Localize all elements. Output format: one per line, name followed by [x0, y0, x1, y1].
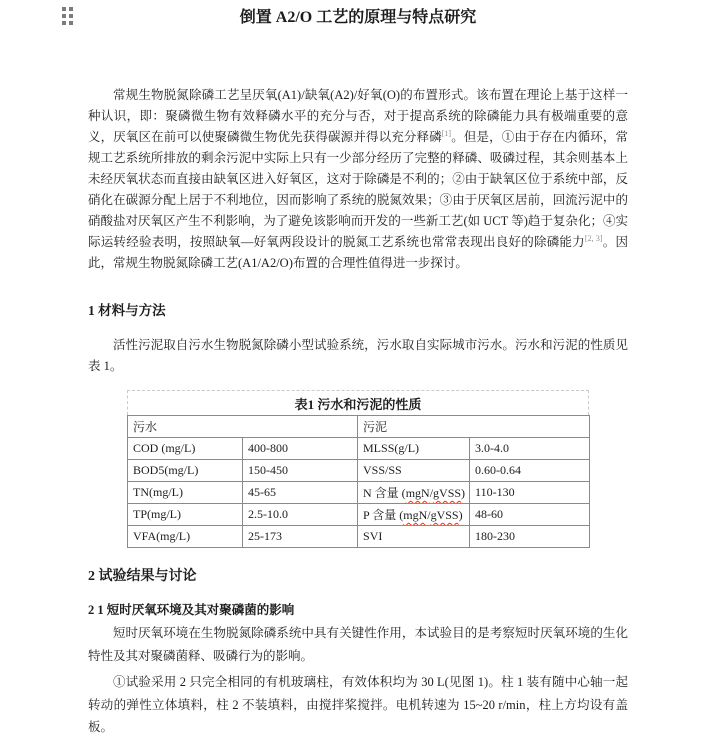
sludge-value-cell: 110-130: [470, 482, 590, 504]
cell-text: MLSS(g/L): [363, 441, 420, 455]
table-group-header-row: [128, 416, 590, 438]
sludge-value-cell: 48-60: [470, 504, 590, 526]
section-2-1-heading: 2 1 短时厌氧环境及其对聚磷菌的影响: [88, 603, 295, 617]
table-1: [127, 390, 589, 548]
cell-text: /: [427, 508, 431, 522]
section-2-1-paragraph-1: 短时厌氧环境在生物脱氮除磷系统中具有关键性作用，本试验目的是考察短时厌氧环境的生化特性及其对聚磷菌释、吸磷行为的影响。: [88, 626, 628, 663]
cell-text: VSS/SS: [363, 463, 402, 477]
cell-text: N 含量 (: [363, 486, 406, 500]
section-1-paragraph: 活性污泥取自污水生物脱氮除磷小型试验系统，污水取自实际城市污水。污水和污泥的性质见表 1。: [88, 338, 628, 373]
misspelled-term: gVSS: [430, 508, 459, 522]
cell-text: ): [461, 486, 466, 500]
water-param-cell: VFA(mg/L): [128, 526, 243, 548]
sludge-param-cell: [358, 504, 470, 526]
water-param-cell: COD (mg/L): [128, 438, 243, 460]
table-1-caption: 表1 污水和污泥的性质: [127, 390, 589, 415]
sludge-value-cell: 3.0-4.0: [470, 438, 590, 460]
table-row: [128, 460, 590, 482]
sludge-param-cell: [358, 438, 470, 460]
sludge-param-cell: [358, 482, 470, 504]
sludge-value-cell: 0.60-0.64: [470, 460, 590, 482]
intro-text-1: 常规生物脱氮除磷工艺呈厌氧(A1)/缺氧(A2)/好氧(O)的布置形式。该布置在理论上基于这样一种认识，即：聚磷微生物有效释磷水平的充分与否，对于提高系统的除磷能力具有极端重要的意义，厌氧区在前可以使聚磷微生物优先获得碳源并得以充分释磷: [88, 88, 628, 144]
group-header-water: 污水: [128, 416, 358, 438]
misspelled-term: gVSS: [433, 486, 462, 500]
table-1-body: [128, 438, 590, 548]
intro-text-3: 。因此，常规生物脱氮除磷工艺(A1/A2/O)布置的合理性值得进一步探讨。: [88, 235, 628, 270]
citation-ref-1: [1]: [441, 128, 452, 138]
water-param-cell: TN(mg/L): [128, 482, 243, 504]
intro-text-2: 。但是，①由于存在内循环，常规工艺系统所排放的剩余污泥中实际上只有一少部分经历了完整的释磷、吸磷过程，其余则基本上未经厌氧状态而直接由缺氧区进入好氧区，这对于除磷是不利的；②由于缺氧区位于系统中部，反硝化在碳源分配上居于不利地位，因而影响了系统的脱氮效果；③由于厌氧区居前，回流污泥中的硝酸盐对厌氧区产生不利影响，为了避免该影响而开发的一些新工艺(如 UCT 等)趋于复杂化；④实际运转经验表明，按照缺氧—好氧两段设计的脱氮工艺系统也常常表现出良好的除磷能力: [88, 130, 628, 249]
water-value-cell: 2.5-10.0: [243, 504, 358, 526]
sludge-param-cell: [358, 460, 470, 482]
cell-text: ): [458, 508, 463, 522]
table-row: [128, 526, 590, 548]
intro-paragraph: [88, 85, 628, 274]
water-param-cell: BOD5(mg/L): [128, 460, 243, 482]
water-value-cell: 400-800: [243, 438, 358, 460]
water-value-cell: 25-173: [243, 526, 358, 548]
table-1-grid: [127, 415, 590, 548]
misspelled-term: mgN: [405, 486, 430, 500]
drag-handle-icon[interactable]: [62, 7, 73, 25]
cell-text: /: [429, 486, 434, 500]
citation-ref-2: [2, 3]: [584, 233, 603, 243]
water-value-cell: 150-450: [243, 460, 358, 482]
sludge-value-cell: 180-230: [470, 526, 590, 548]
sludge-param-cell: [358, 526, 470, 548]
table-row: [128, 504, 590, 526]
misspelled-term: mgN: [403, 508, 428, 522]
section-2-1-paragraph-2: ①试验采用 2 只完全相同的有机玻璃柱，有效体积均为 30 L(见图 1)。柱 1 装有随中心轴一起转动的弹性立体填料，柱 2 不装填料，由搅拌桨搅拌。电机转速为 15~20 r/min，柱上方均设有盖板。: [88, 675, 628, 734]
section-2-heading: 2 试验结果与讨论: [88, 569, 197, 584]
cell-text: SVI: [363, 529, 383, 543]
cell-text: P 含量 (: [363, 508, 404, 522]
water-value-cell: 45-65: [243, 482, 358, 504]
water-param-cell: TP(mg/L): [128, 504, 243, 526]
table-row: [128, 438, 590, 460]
table-row: [128, 482, 590, 504]
group-header-sludge: 污泥: [358, 416, 590, 438]
section-1-heading: 1 材料与方法: [88, 303, 166, 318]
page-title: 倒置 A2/O 工艺的原理与特点研究: [239, 9, 477, 26]
